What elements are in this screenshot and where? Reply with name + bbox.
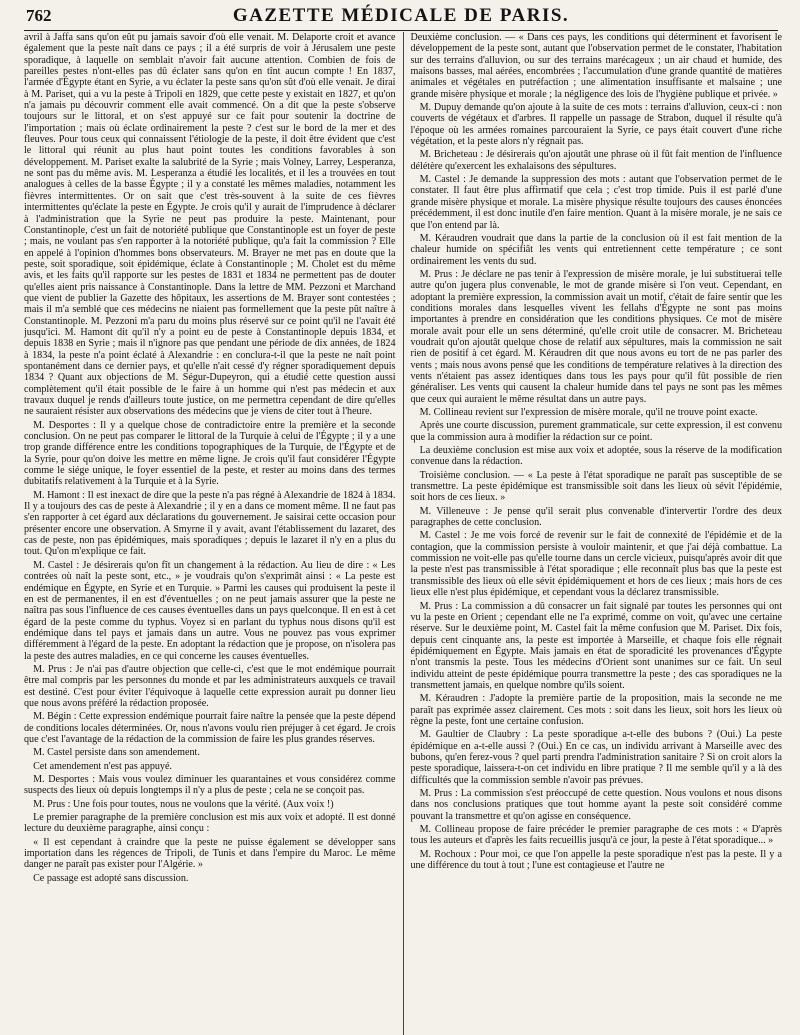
paragraph: M. Prus : La commission s'est préoccupé de cette question. Nous voulons et nous disons dans nos conclusions pratiques que tout homme ayant la peste soit considéré comme pouvant la transmettre et qu'on agisse en conséquence. <box>410 788 782 822</box>
paragraph: La deuxième conclusion est mise aux voix et adoptée, sous la réserve de la modification convenue dans la rédaction. <box>410 445 782 468</box>
paragraph: Après une courte discussion, purement grammaticale, sur cette expression, il est convenu que la commission aura à modifier la rédaction sur ce point. <box>410 420 782 443</box>
paragraph: M. Collineau propose de faire précéder le premier paragraphe de ces mots : « D'après tous les auteurs et d'après les faits recueillis jusqu'à ce jour, la peste à l'état sporadique... » <box>410 824 782 847</box>
paragraph: M. Prus : La commission a dû consacrer un fait signalé par toutes les personnes qui ont vu la peste en Orient ; cependant elle ne l'a exprimé, comme on voit, qu'avec une certaine réserve. Sur le deuxième point, M. Castel fait la même confusion que M. Pariset. Dix fois, depuis cent cinquante ans, la peste est importée à Marseille, et chaque fois elle régnait épidémiquement en Égypte. Mais jamais en état de sporadicité les provenances d'Égypte n'ont transmis la peste. Tous les médecins d'Orient sont unanimes sur ce fait. Un seul individu atteint de peste épidémique pourra transmettre la peste ; des cas sporadiques ne la transmettent jamais, en quelque nombre qu'ils soient. <box>410 600 782 691</box>
paragraph: « Il est cependant à craindre que la peste ne puisse également se développer sans importation dans les régences de Tripoli, de Tunis et dans l'empire du Maroc. Le même danger ne paraît pas exister pour l'Algérie. » <box>24 836 396 871</box>
page-number: 762 <box>26 6 52 25</box>
paragraph: M. Desportes : Il y a quelque chose de contradictoire entre la première et la seconde conclusion. On ne peut pas comparer le littoral de la Turquie à celui de l'Égypte ; il y a une trop grande différence entre les conditions topographiques de la Turquie, de l'Égypte et de la Syrie, pour qu'on doive les mettre en même ligne. Je crois qu'il faut considérer l'Égypte comme le siége unique, le foyer essentiel de la peste, et rester au moins dans des termes dubitatifs relativement à la Turquie et à la Syrie. <box>24 419 396 488</box>
paragraph: M. Kéraudren voudrait que dans la partie de la conclusion où il est fait mention de la chaleur humide on spécifiât les vents qui entretiennent cette température ; ce sont ordinairement les vents du sud. <box>410 232 782 267</box>
paragraph: M. Hamont : Il est inexact de dire que la peste n'a pas régné à Alexandrie de 1824 à 1834. Il y a toujours des cas de peste à Alexandrie ; il y en a dans ce moment même. Il ne faut pas s'en rapporter à cet égard aux déclarations du gouvernement. Je saisirai cette occasion pour présenter encore une observation. A Smyrne il y avait, avant l'établissement du lazaret, des cas de peste, non pas épidémiques, mais sporadiques ; depuis le lazaret il n'y en a plus du tout. Qu'on m'explique ce fait. <box>24 489 396 558</box>
paragraph: Deuxième conclusion. — « Dans ces pays, les conditions qui déterminent et favorisent le développement de la peste sont, autant que l'observation permet de le constater, l'habitation sur des terrains d'alluvion, ou sur des terrains marécageux ; un air chaud et humide, des maisons basses, mal aérées, encombrées ; l'accumulation d'une grande quantité de matières animales et végétales en putréfaction ; une alimentation insuffisante et malsaine ; une grande misère physique et morale ; la négligence des lois de l'hygiène publique et privée. » <box>410 32 782 100</box>
paragraph: M. Dupuy demande qu'on ajoute à la suite de ces mots : terrains d'alluvion, ceux-ci : non couverts de végétaux et d'arbres. Il rappelle un passage de Strabon, duquel il résulte qu'à l'époque où les armées romaines parcouraient la Syrie, ce pays était couvert d'une riche végétation, et la peste alors n'y régnait pas. <box>410 102 782 148</box>
paragraph: M. Prus : Je déclare ne pas tenir à l'expression de misère morale, je lui substituerai telle autre qu'on jugera plus convenable, le mot de grande misère si l'on veut. Cependant, en adoptant la première expression, la commission avait un motif, c'était de faire sentir que les conditions morales dans lesquelles vivent les fellahs d'Égypte ne sont pas moins importantes à prendre en considération que les conditions physiques. Ce mot de misère morale avait pour elle un sens déterminé, qu'elle croit utile de consacrer. M. Bricheteau voudrait qu'on ajoutât quelque chose de relatif aux sépultures, mais la commission ne sait rien de positif à cet égard. M. Kéraudren dit que nous avons eu tort de ne pas parler des vents ; mais nous avons pensé que les conditions de température relatives à la direction des vents n'étaient pas assez identiques dans tous les pays pour qu'il fût possible de rien généraliser. Les vents qui causent la chaleur humide dans tel pays ne sont pas les mêmes que ceux qui auraient le même résultat dans un autre pays. <box>410 268 782 405</box>
paragraph: Cet amendement n'est pas appuyé. <box>33 760 172 772</box>
paragraph: M. Collineau revient sur l'expression de misère morale, qu'il ne trouve point exacte. <box>419 407 758 418</box>
paragraph: M. Villeneuve : Je pense qu'il serait plus convenable d'intervertir l'ordre des deux paragraphes de cette conclusion. <box>410 505 782 529</box>
text-columns <box>24 32 782 1035</box>
paragraph: M. Castel : Je demande la suppression des mots : autant que l'observation permet de le constater. Il faut être plus affirmatif que cela ; c'est trop timide. Puis il est parlé d'une grande misère physique et morale. La misère physique résulte toujours des causes énoncées précédemment, il est donc inutile d'en faire mention. Quant à la misère morale, je ne sais ce que l'on entend par là. <box>410 174 782 231</box>
paragraph: M. Castel : Je désirerais qu'on fît un changement à la rédaction. Au lieu de dire : « Les contrées où naît la peste sont, etc., » je voudrais qu'on s'exprimât ainsi : « La peste est endémique en Égypte, en Syrie et en Turquie. » Parmi les causes qui produisent la peste il en est de permanentes, il en est d'éventuelles ; on ne peut jamais assurer que la peste ne naîtra pas sous l'influence de ces causes éventuelles dans un pays quelconque. Il en est à cet égard de la peste comme du typhus. Voyez si en parlant du typhus nous disons qu'il est endémique dans tel pays et jamais dans un autre. Vous ne pouvez pas vous exprimer différemment à l'égard de la peste. En adoptant la rédaction que je propose, on n'isolera pas la peste des autres maladies, en ce qui concerne les causes éventuelles. <box>24 559 396 662</box>
right-column <box>404 32 783 1035</box>
paragraph: M. Castel : Je me vois forcé de revenir sur le fait de connexité de l'épidémie et de la contagion, que la commission persiste à vouloir maintenir, et que j'ai déjà combattue. La commission ne voit-elle pas qu'elle tourne dans un cercle vicieux, puisqu'après avoir dit que la peste n'est pas transmissible à l'état sporadique ; elle reconnaît plus bas que la peste est transmissible des lieux où elle sévit épidémiquement et hors de ces lieux ; mais hors de ces lieux elle n'est plus épidémique, et cependant vous la déclarez transmissible. <box>410 530 782 599</box>
page-header <box>24 4 778 31</box>
paragraph: M. Rochoux : Pour moi, ce que l'on appelle la peste sporadique n'est pas la peste. Il y a une différence du tout à tout ; l'une est contagieuse et l'autre ne <box>410 848 782 872</box>
paragraph: M. Kéraudren : J'adopte la première partie de la proposition, mais la seconde ne me paraît pas exprimée assez clairement. Ces mots : soit dans les lieux, soit hors les lieux où règne la peste, font une certaine confusion. <box>410 693 782 727</box>
paragraph: Ce passage est adopté sans discussion. <box>33 872 189 884</box>
paragraph: avril à Jaffa sans qu'on eût pu jamais savoir d'où elle venait. M. Delaporte croit et avance également que la peste naît dans ce pays ; il a été surpris de voir à Jérusalem une peste sporadique, à laquelle on semblait n'avoir fait aucune attention. Combien de fois de pareilles pestes n'ont-elles pas dû éclater sans qu'on en tînt aucun compte ! En 1837, l'armée d'Égypte étant en Syrie, a vu éclater la peste sans qu'on sût d'où elle venait. Je dirai à M. Pariset, qui a vu la peste à Tripoli en 1829, que cette peste y existait en 1827, et qu'on n'a jamais pu découvrir comment elle avait commencé. On a dit que la peste s'observe toujours sur le littoral, et on s'est appuyé sur ce fait pour soutenir la doctrine de l'importation ; mais où éclate ordinairement la peste ? c'est sur le bord de la mer et des fleuves. Pour tous ceux qui connaissent l'étiologie de la peste, il doit être évident que c'est le littoral qui réunit au plus haut point toutes les conditions favorables à son développement. M. Pariset exalte la salubrité de la Syrie ; mais Volney, Larrey, Lesperanza, ne sont pas du même avis. M. Lesperanza a étudié les localités, et il les a trouvées en tout analogues à celles de la basse Égypte ; il y a constaté les mêmes maladies, notamment les fièvres intermittentes. Or on sait que c'est très-souvent à la suite de ces fièvres intermittentes qu'éclate la peste en Égypte. Je crois qu'il y aurait de l'imprudence à déclarer à l'administration que la Syrie ne peut pas produire la peste. Maintenant, pour Constantinople, c'est un fait de notoriété publique que Constantinople est un foyer de peste ; mais, ne voulant pas s'en rapporter à la notoriété publique, qu'a fait la commission ? Elle en appelé à l'opinion d'hommes bons observateurs. M. Brayer ne met pas en doute que la peste, soit sporadique, soit épidémique, éclate à Constantinople ; M. Cholet est du même avis, et les faits qu'il rapporte sur les pestes de 1831 et 1834 ne permettent pas de douter qu'elles aient pris naissance à Constantinople. Dans la lettre de MM. Pezzoni et Marchand que vient de publier la Gazette des hôpitaux, les assertions de M. Brayer sont contestées ; mais il m'a semblé que ces médecins ne niaient pas formellement que la peste pût naître à Constantinople. M. Pezzoni m'a paru du moins plus réservé sur ce point qu'il ne l'avait été jusqu'ici. M. Hamont dit qu'il n'y a point eu de peste à Constantinople depuis 1834, et depuis 1838 en Syrie ; mais il n'ignore pas que pendant une période de dix années, de 1824 à 1834, la peste n'a point éclaté à Alexandrie : en conclura-t-il que la peste ne naît point spontanément dans ce dernier pays, et qu'elle n'ait cessé d'y régner sporadiquement depuis 1834 ? Quant aux objections de M. Ségur-Dupeyron, qui a étudié cette question aussi complètement qu'il était possible de le faire à un homme qui n'est pas médecin et aux travaux duquel je rends d'ailleurs toute justice, on me permettra cependant de dire qu'elles ne sauraient résister aux observations des médecins que je viens de citer tout à l'heure. <box>24 32 396 418</box>
paragraph: M. Prus : Je n'ai pas d'autre objection que celle-ci, c'est que le mot endémique pourrait être mal compris par les personnes du monde et par les administrateurs auxquels ce travail est destiné. C'est pour éviter l'équivoque à laquelle cette expression aurait pu donner lieu que nous avons préféré la rédaction proposée. <box>24 663 396 709</box>
paragraph: M. Desportes : Mais vous voulez diminuer les quarantaines et vous considérez comme suspects des lieux où depuis longtemps il n'y a plus de peste ; cela ne se conçoit pas. <box>24 774 396 797</box>
paragraph: M. Prus : Une fois pour toutes, nous ne voulons que la vérité. (Aux voix !) <box>33 798 334 810</box>
paragraph: Troisième conclusion. — « La peste à l'état sporadique ne paraît pas susceptible de se transmettre. La peste épidémique est transmissible soit dans les lieux où sévit l'épidémie, soit hors de ces lieux. » <box>410 469 782 504</box>
paragraph: M. Bégin : Cette expression endémique pourrait faire naître la pensée que la peste dépend de conditions locales déterminées. Or, nous n'avons voulu rien préjuger à cet égard. Je crois que c'est l'avantage de la rédaction de la commission de faire les plus grandes réserves. <box>24 711 396 745</box>
left-column <box>24 32 404 1035</box>
paragraph: M. Castel persiste dans son amendement. <box>33 747 200 759</box>
paragraph: M. Bricheteau : Je désirerais qu'on ajoutât une phrase où il fût fait mention de l'influence délétère qu'exercent les exhalaisons des sépultures. <box>410 149 782 172</box>
paragraph: M. Gaultier de Claubry : La peste sporadique a-t-elle des bubons ? (Oui.) La peste épidémique en a-t-elle aussi ? (Oui.) En ce cas, un individu arrivant à Marseille avec des bubons, qu'en ferez-vous ? quel parti prendra l'administration sanitaire ? Si on croit alors la peste sporadique, laissera-t-on cet individu en libre pratique ? Il me semble qu'il y a là des difficultés que la commission semble n'avoir pas prévues. <box>410 729 782 786</box>
paragraph: Le premier paragraphe de la première conclusion est mis aux voix et adopté. Il est donné lecture du deuxième paragraphe, ainsi conçu : <box>24 812 396 835</box>
journal-title: GAZETTE MÉDICALE DE PARIS. <box>232 5 570 26</box>
